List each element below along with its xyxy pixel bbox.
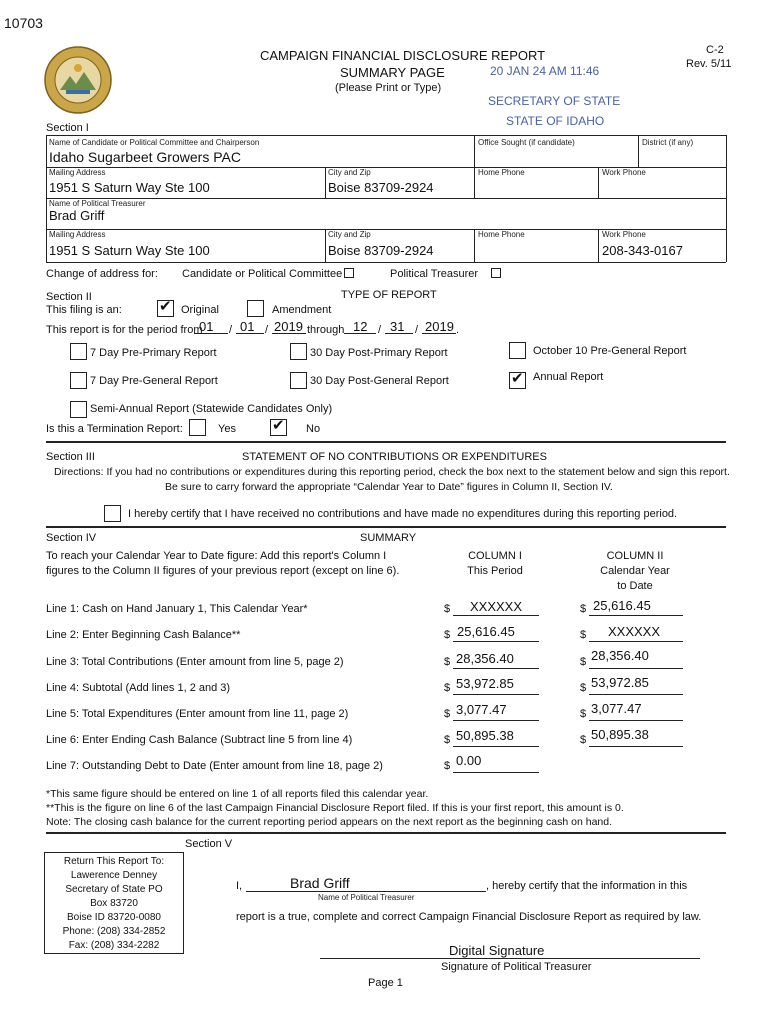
line-label: Line 7: Outstanding Debt to Date (Enter amount from line 18, page 2) <box>46 760 383 772</box>
committee-name-field[interactable]: Idaho Sugarbeet Growers PAC <box>49 149 241 165</box>
treasurer-city-label: City and Zip <box>328 230 371 239</box>
line-label: Line 3: Total Contributions (Enter amount from line 5, page 2) <box>46 656 344 668</box>
treasurer-name-certify-field[interactable]: Brad Griff <box>290 875 350 891</box>
summary-intro-2: figures to the Column II figures of your previous report (except on line 6). <box>46 565 400 577</box>
period-from-month[interactable]: 01 <box>199 319 214 334</box>
line-3-column-1[interactable]: 28,356.40 <box>456 651 514 666</box>
period-to-month[interactable]: 12 <box>353 319 368 334</box>
line-label: Line 2: Enter Beginning Cash Balance** <box>46 629 241 641</box>
line-label: Line 5: Total Expenditures (Enter amount from line 11, page 2) <box>46 708 349 720</box>
date-slash: / <box>265 324 269 336</box>
district-label: District (if any) <box>642 138 694 147</box>
amendment-checkbox[interactable] <box>247 300 264 317</box>
semi-annual-checkbox[interactable] <box>70 401 87 418</box>
pre-general-7day-checkbox[interactable] <box>70 372 87 389</box>
digital-signature-field[interactable]: Digital Signature <box>449 943 545 958</box>
section-3-label: Section III <box>46 451 95 463</box>
form-revision: Rev. 5/11 <box>686 58 732 70</box>
currency-sign: $ <box>444 734 451 746</box>
mailing-address-label: Mailing Address <box>49 168 106 177</box>
post-general-30day-label: 30 Day Post-General Report <box>310 375 449 387</box>
line-label: Line 4: Subtotal (Add lines 1, 2 and 3) <box>46 682 231 694</box>
certify-text-2: report is a true, complete and correct Campaign Financial Disclosure Report as required by law. <box>236 911 702 923</box>
line-1-column-2[interactable]: 25,616.45 <box>593 598 651 613</box>
annual-report-label: Annual Report <box>533 371 604 383</box>
no-activity-checkbox[interactable] <box>104 505 121 522</box>
october10-checkbox[interactable] <box>509 342 526 359</box>
date-slash: / <box>229 324 233 336</box>
print-note: (Please Print or Type) <box>335 82 442 94</box>
directions-text: Directions: If you had no contributions or expenditures during this reporting period, check the box next to the statement below and sign this report. <box>54 466 730 478</box>
period-end-dot: . <box>456 324 460 336</box>
report-subtitle: SUMMARY PAGE <box>340 65 445 80</box>
page-number: Page 1 <box>368 977 403 989</box>
footnote-2: **This is the figure on line 6 of the last Campaign Financial Disclosure Report filed. If this is your first report, this amount is 0. <box>46 802 624 814</box>
treasurer-city-field[interactable]: Boise 83709-2924 <box>328 243 434 258</box>
termination-yes-checkbox[interactable] <box>189 419 206 436</box>
treasurer-home-phone-label: Home Phone <box>478 230 525 239</box>
office-sought-label: Office Sought (if candidate) <box>478 138 575 147</box>
line-2-column-1[interactable]: 25,616.45 <box>457 624 515 639</box>
line-3-column-2[interactable]: 28,356.40 <box>591 648 649 663</box>
pre-primary-7day-checkbox[interactable] <box>70 343 87 360</box>
work-phone-label: Work Phone <box>602 168 646 177</box>
certify-text: , hereby certify that the information in this <box>486 880 688 892</box>
currency-sign: $ <box>444 760 451 772</box>
committee-name-label: Name of Candidate or Political Committee and Chairperson <box>49 138 260 147</box>
post-primary-30day-label: 30 Day Post-Primary Report <box>310 347 448 359</box>
return-address-2: Box 83720 <box>90 898 138 909</box>
currency-sign: $ <box>444 708 451 720</box>
line-5-column-1[interactable]: 3,077.47 <box>456 702 507 717</box>
form-code: C-2 <box>706 44 724 56</box>
type-of-report-heading: TYPE OF REPORT <box>341 289 437 301</box>
filing-label: This filing is an: <box>46 304 122 316</box>
pre-primary-7day-label: 7 Day Pre-Primary Report <box>90 347 217 359</box>
through-label: through <box>307 324 345 336</box>
october10-label: October 10 Pre-General Report <box>533 345 687 357</box>
annual-report-checkbox[interactable] <box>509 372 526 389</box>
summary-intro-1: To reach your Calendar Year to Date figure: Add this report's Column I <box>46 550 387 562</box>
currency-sign: $ <box>580 656 587 668</box>
currency-sign: $ <box>580 682 587 694</box>
mailing-address-field[interactable]: 1951 S Saturn Way Ste 100 <box>49 180 210 195</box>
column-2-subheading-2: to Date <box>617 580 653 592</box>
change-treasurer-checkbox[interactable] <box>491 268 501 278</box>
column-2-subheading: Calendar Year <box>600 565 670 577</box>
date-slash: / <box>378 324 382 336</box>
currency-sign: $ <box>444 603 451 615</box>
date-slash: / <box>415 324 419 336</box>
return-phone: Phone: (208) 334-2852 <box>62 926 166 937</box>
line-6-column-1[interactable]: 50,895.38 <box>456 728 514 743</box>
pre-general-7day-label: 7 Day Pre-General Report <box>90 375 218 387</box>
return-address-3: Boise ID 83720-0080 <box>67 912 161 923</box>
line-5-column-2[interactable]: 3,077.47 <box>591 701 642 716</box>
section-2-label: Section II <box>46 291 92 303</box>
received-stamp-date: 20 JAN 24 AM 11:46 <box>490 64 600 78</box>
termination-no-label: No <box>306 423 321 435</box>
currency-sign: $ <box>580 734 587 746</box>
treasurer-mailing-label: Mailing Address <box>49 230 106 239</box>
currency-sign: $ <box>444 629 451 641</box>
column-1-heading: COLUMN I <box>468 550 522 562</box>
treasurer-work-phone-field[interactable]: 208-343-0167 <box>602 243 683 258</box>
received-stamp-state: STATE OF IDAHO <box>506 114 605 128</box>
no-contributions-heading: STATEMENT OF NO CONTRIBUTIONS OR EXPENDITURES <box>242 451 547 463</box>
city-zip-field[interactable]: Boise 83709-2924 <box>328 180 434 195</box>
line-2-column-2[interactable]: XXXXXX <box>608 624 661 639</box>
check-mark-icon: ✔ <box>272 417 285 434</box>
line-label: Line 1: Cash on Hand January 1, This Calendar Year* <box>46 603 308 615</box>
termination-no-checkbox[interactable] <box>270 419 287 436</box>
treasurer-name-field[interactable]: Brad Griff <box>49 208 105 223</box>
original-label: Original <box>181 304 219 316</box>
currency-sign: $ <box>580 708 587 720</box>
column-1-subheading: This Period <box>467 565 523 577</box>
line-6-column-2[interactable]: 50,895.38 <box>591 727 649 742</box>
no-activity-certify-text: I hereby certify that I have received no contributions and have made no expenditures during this reporting period. <box>128 508 678 520</box>
directions-text-2: Be sure to carry forward the appropriate “Calendar Year to Date” figures in Column II, Section IV. <box>165 481 613 493</box>
treasurer-work-phone-label: Work Phone <box>602 230 646 239</box>
idaho-seal-icon <box>44 46 112 114</box>
check-mark-icon: ✔ <box>159 298 172 315</box>
line-4-column-2[interactable]: 53,972.85 <box>591 675 649 690</box>
period-to-year[interactable]: 2019 <box>425 319 454 334</box>
summary-heading: SUMMARY <box>360 532 417 544</box>
city-zip-label: City and Zip <box>328 168 371 177</box>
certify-prefix: I, <box>236 880 243 892</box>
received-stamp-office: SECRETARY OF STATE <box>488 94 621 108</box>
post-primary-30day-checkbox[interactable] <box>290 343 307 360</box>
change-address-label: Change of address for: <box>46 268 158 280</box>
check-mark-icon: ✔ <box>511 370 524 387</box>
termination-yes-label: Yes <box>218 423 236 435</box>
line-label: Line 6: Enter Ending Cash Balance (Subtract line 5 from line 4) <box>46 734 353 746</box>
period-from-year[interactable]: 2019 <box>274 319 303 334</box>
footnote-3: Note: The closing cash balance for the current reporting period appears on the next report as the beginning cash on hand. <box>46 816 613 828</box>
return-address-1: Secretary of State PO <box>65 884 163 895</box>
signature-caption: Signature of Political Treasurer <box>441 961 592 973</box>
change-treasurer-label: Political Treasurer <box>390 268 479 280</box>
period-label: This report is for the period from <box>46 324 203 336</box>
period-to-day[interactable]: 31 <box>390 319 405 334</box>
section-1-label: Section I <box>46 122 89 134</box>
footnote-1: *This same figure should be entered on line 1 of all reports filed this calendar year. <box>46 788 429 800</box>
change-candidate-checkbox[interactable] <box>344 268 354 278</box>
line-4-column-1[interactable]: 53,972.85 <box>456 676 514 691</box>
line-1-column-1[interactable]: XXXXXX <box>470 599 523 614</box>
return-title: Return This Report To: <box>63 856 165 867</box>
treasurer-name-label: Name of Political Treasurer <box>49 199 146 208</box>
currency-sign: $ <box>580 603 587 615</box>
line-7-column-1[interactable]: 0.00 <box>456 753 482 768</box>
treasurer-mailing-field[interactable]: 1951 S Saturn Way Ste 100 <box>49 243 210 258</box>
currency-sign: $ <box>444 682 451 694</box>
return-fax: Fax: (208) 334-2282 <box>68 940 160 951</box>
return-address-box <box>44 852 184 954</box>
original-checkbox[interactable] <box>157 300 174 317</box>
termination-label: Is this a Termination Report: <box>46 423 183 435</box>
post-general-30day-checkbox[interactable] <box>290 372 307 389</box>
currency-sign: $ <box>444 656 451 668</box>
period-from-day[interactable]: 01 <box>240 319 255 334</box>
section-5-label: Section V <box>185 838 233 850</box>
column-2-heading: COLUMN II <box>606 550 664 562</box>
change-candidate-label: Candidate or Political Committee <box>182 268 343 280</box>
amendment-label: Amendment <box>272 304 332 316</box>
treasurer-name-caption: Name of Political Treasurer <box>318 893 415 902</box>
document-number: 10703 <box>4 15 43 31</box>
home-phone-label: Home Phone <box>478 168 525 177</box>
return-name: Lawerence Denney <box>70 870 158 881</box>
currency-sign: $ <box>580 629 587 641</box>
semi-annual-label: Semi-Annual Report (Statewide Candidates Only) <box>90 403 333 415</box>
report-title: CAMPAIGN FINANCIAL DISCLOSURE REPORT <box>260 48 546 63</box>
section-4-label: Section IV <box>46 532 97 544</box>
